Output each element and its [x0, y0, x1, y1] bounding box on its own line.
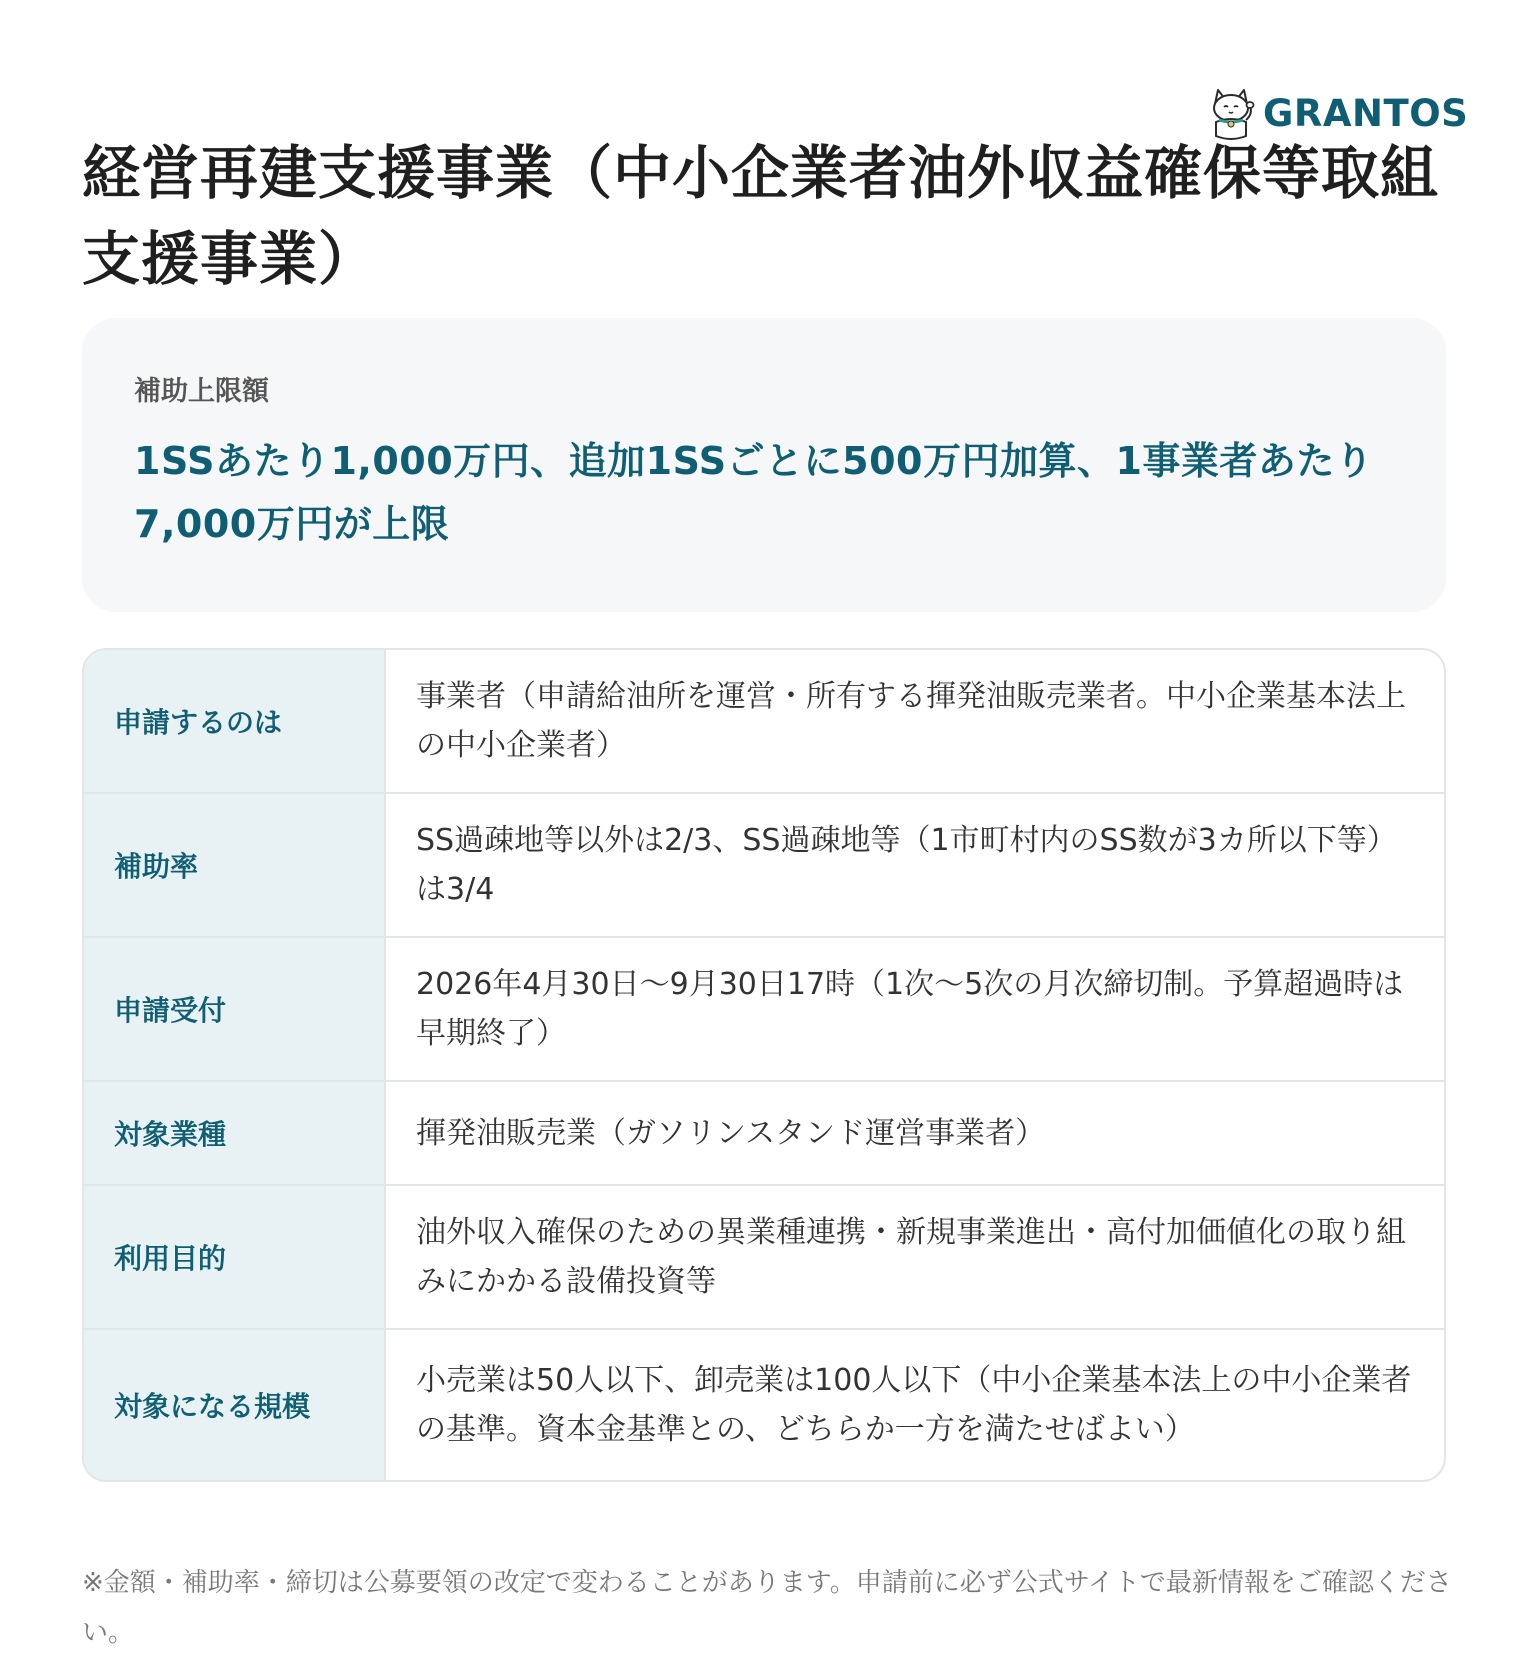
brand-name: GRANTOS — [1263, 91, 1469, 135]
table-row — [84, 792, 1444, 936]
row-label: 利用目的 — [84, 1186, 386, 1328]
page-title: 経営再建支援事業（中小企業者油外収益確保等取組支援事業） — [82, 139, 1440, 293]
subsidy-limit-card — [82, 318, 1446, 612]
table-row — [84, 1328, 1444, 1480]
table-row — [84, 1184, 1444, 1328]
row-label: 申請受付 — [84, 938, 386, 1080]
row-value: SS過疎地等以外は2/3、SS過疎地等（1市町村内のSS数が3カ所以下等）は3/4 — [416, 823, 1397, 907]
row-value: 2026年4月30日〜9月30日17時（1次〜5次の月次締切制。予算超過時は早期終了） — [416, 967, 1404, 1051]
row-value: 揮発油販売業（ガソリンスタンド運営事業者） — [416, 1115, 1046, 1151]
row-value: 小売業は50人以下、卸売業は100人以下（中小企業基本法上の中小企業者の基準。資本金基準との、どちらか一方を満たせばよい） — [416, 1363, 1412, 1447]
row-value: 事業者（申請給油所を運営・所有する揮発油販売業者。中小企業基本法上の中小企業者） — [416, 679, 1406, 763]
table-row — [84, 650, 1444, 792]
row-value: 油外収入確保のための異業種連携・新規事業進出・高付加価値化の取り組みにかかる設備投資等 — [416, 1215, 1406, 1299]
row-label: 対象業種 — [84, 1082, 386, 1184]
table-row — [84, 936, 1444, 1080]
row-label: 補助率 — [84, 794, 386, 936]
subsidy-limit-label: 補助上限額 — [134, 376, 269, 407]
info-table — [82, 648, 1446, 1482]
subsidy-limit-value: 1SSあたり1,000万円、追加1SSごとに500万円加算、1事業者あたり7,000万円が上限 — [134, 439, 1374, 546]
disclaimer-note: ※金額・補助率・締切は公募要領の改定で変わることがあります。申請前に必ず公式サイトで最新情報をご確認ください。 — [82, 1568, 1452, 1648]
row-label: 対象になる規模 — [84, 1330, 386, 1480]
table-row — [84, 1080, 1444, 1184]
row-label: 申請するのは — [84, 650, 386, 792]
